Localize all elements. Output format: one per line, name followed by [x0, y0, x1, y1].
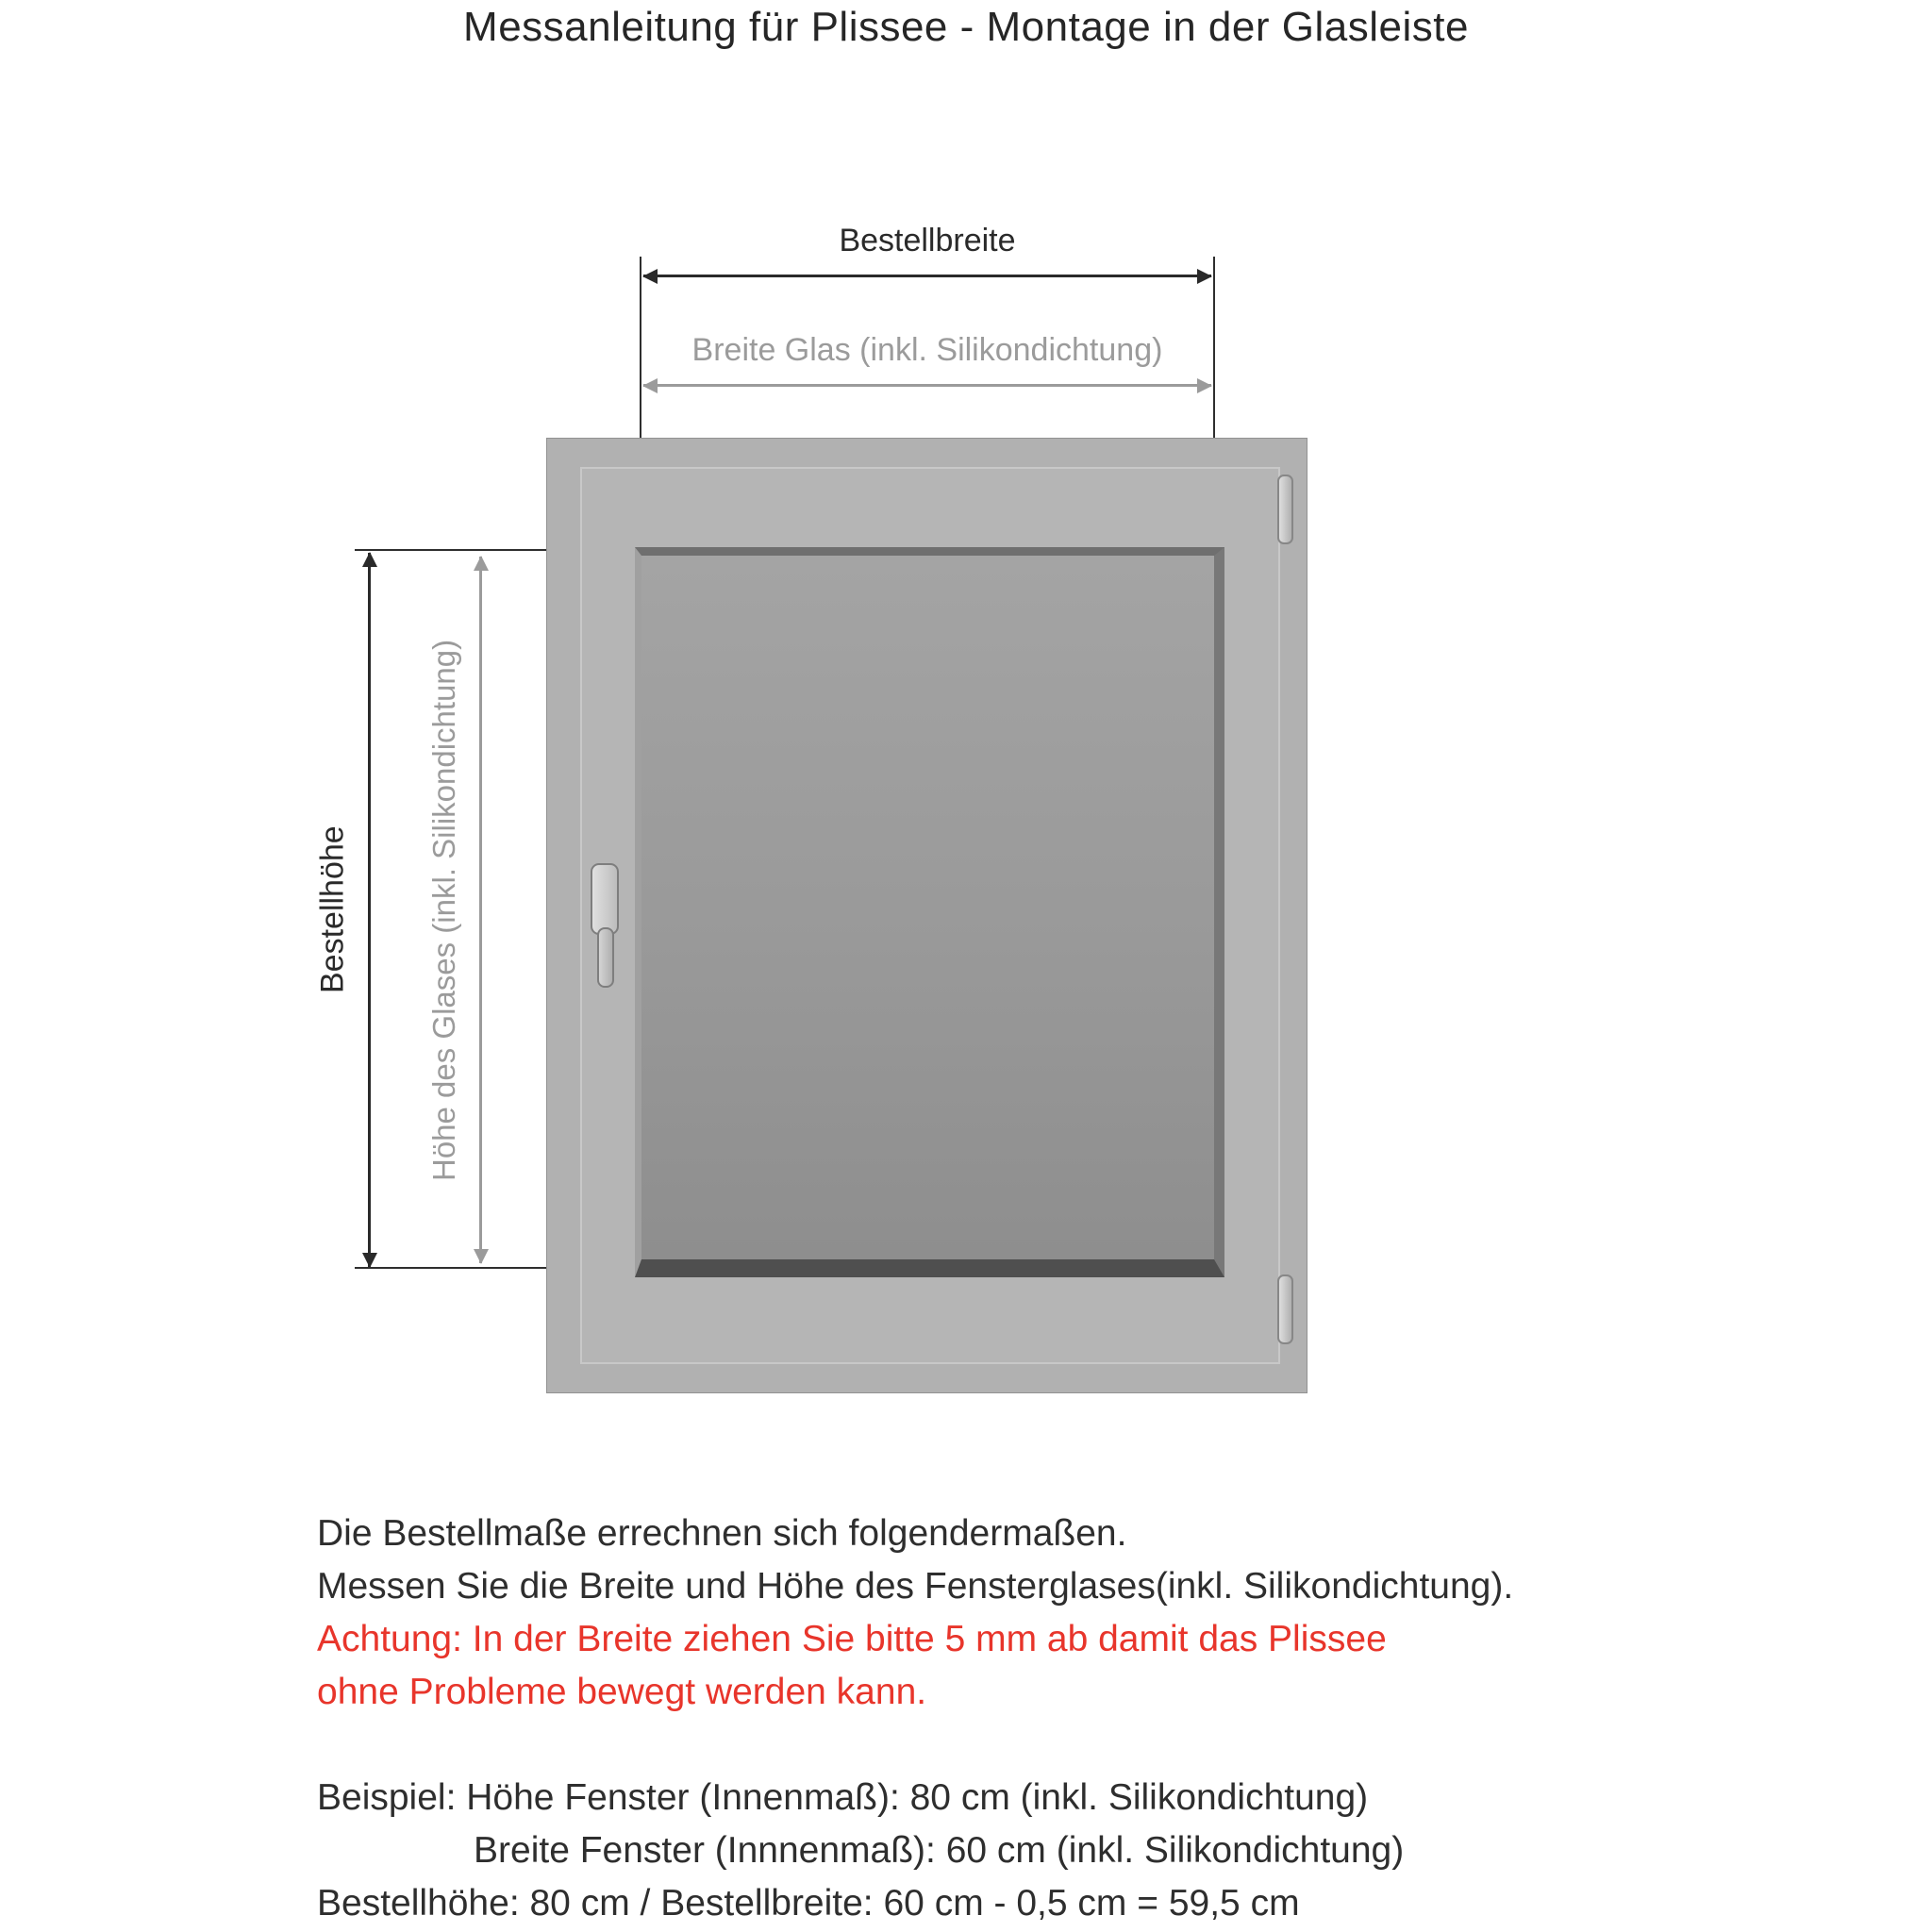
order-width-arrow [643, 275, 1211, 277]
window-hinge-top [1277, 475, 1293, 544]
order-height-arrow [368, 553, 371, 1267]
glass-width-label: Breite Glas (inkl. Silikondichtung) [691, 332, 1163, 368]
window-glass [635, 547, 1224, 1277]
page-title: Messanleitung für Plissee - Montage in der Glasleiste [463, 4, 1469, 50]
order-width-label: Bestellbreite [839, 223, 1016, 258]
example-line-3: Bestellhöhe: 80 cm / Bestellbreite: 60 cm - 0,5 cm = 59,5 cm [317, 1883, 1300, 1924]
window-hinge-bottom [1277, 1274, 1293, 1344]
window-handle-plate [591, 863, 619, 935]
window-handle-grip [597, 927, 614, 988]
glass-height-arrow [479, 557, 482, 1263]
example-line-1: Beispiel: Höhe Fenster (Innenmaß): 80 cm (inkl. Silikondichtung) [317, 1777, 1369, 1818]
instruction-line-1: Die Bestellmaße errechnen sich folgendermaßen. [317, 1513, 1127, 1554]
warning-line-1: Achtung: In der Breite ziehen Sie bitte 5 mm ab damit das Plissee [317, 1619, 1387, 1659]
glass-width-arrow [643, 384, 1211, 387]
instructions-block [317, 1507, 1732, 1930]
glass-height-label: Höhe des Glases (inkl. Silikondichtung) [426, 639, 461, 1181]
example-line-2: Breite Fenster (Innnenmaß): 60 cm (inkl. Silikondichtung) [474, 1830, 1405, 1871]
instruction-line-2: Messen Sie die Breite und Höhe des Fensterglases(inkl. Silikondichtung). [317, 1566, 1514, 1607]
warning-line-2: ohne Probleme bewegt werden kann. [317, 1672, 927, 1712]
order-height-label: Bestellhöhe [314, 825, 351, 994]
window-frame [546, 438, 1307, 1393]
